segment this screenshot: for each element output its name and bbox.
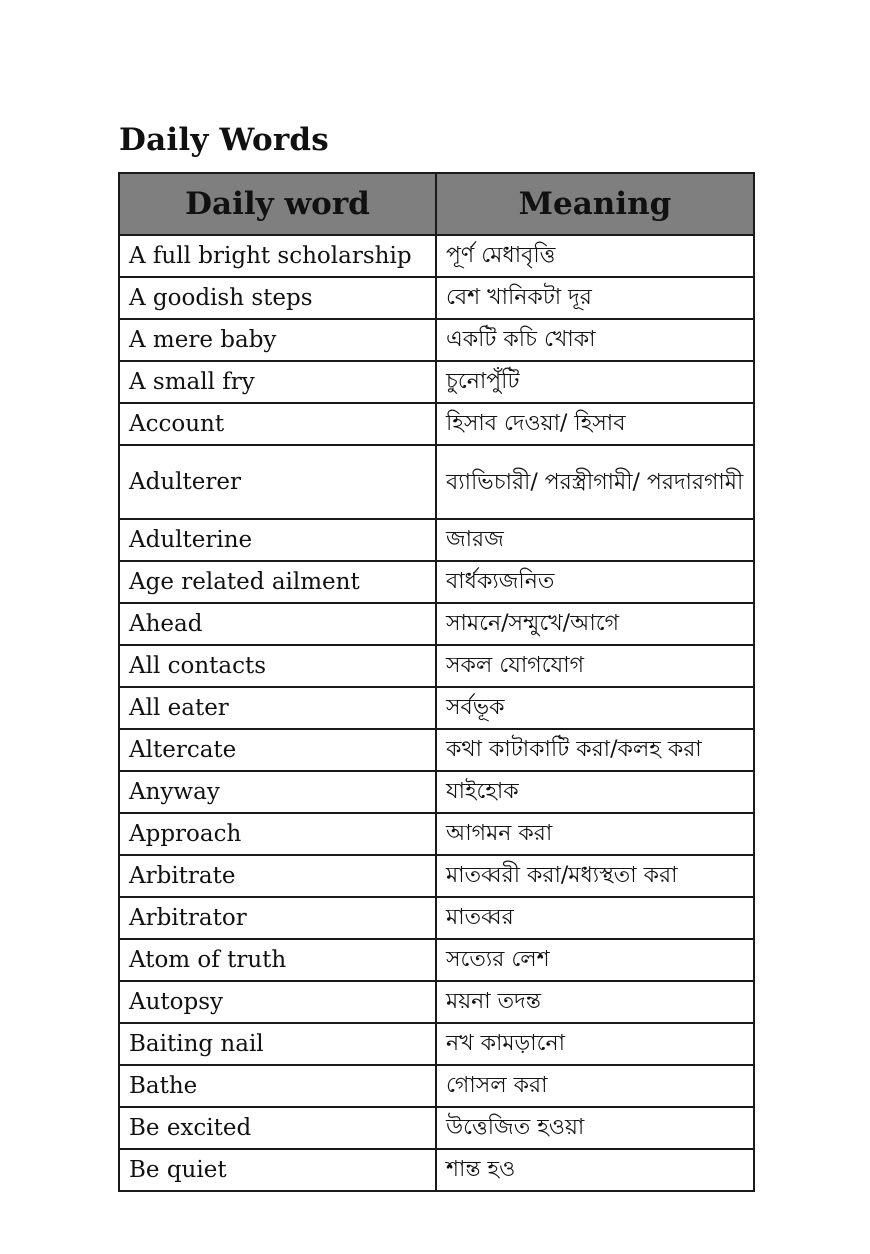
meaning-cell: একটি কচি খোকা <box>436 319 754 361</box>
table-row <box>119 645 754 687</box>
table-row <box>119 897 754 939</box>
word-cell: Arbitrator <box>119 897 436 939</box>
meaning-cell: সত্যের লেশ <box>436 939 754 981</box>
column-header-meaning: Meaning <box>436 173 754 235</box>
meaning-cell: সামনে/সম্মুখে/আগে <box>436 603 754 645</box>
table-row <box>119 277 754 319</box>
table-row <box>119 1149 754 1191</box>
word-cell: All contacts <box>119 645 436 687</box>
table-row <box>119 445 754 519</box>
daily-words-table <box>118 172 755 1192</box>
word-cell: A full bright scholarship <box>119 235 436 277</box>
meaning-cell: নখ কামড়ানো <box>436 1023 754 1065</box>
table-row <box>119 771 754 813</box>
meaning-cell: শান্ত হও <box>436 1149 754 1191</box>
meaning-cell: কথা কাটাকাটি করা/কলহ করা <box>436 729 754 771</box>
meaning-cell: জারজ <box>436 519 754 561</box>
meaning-cell: সকল যোগযোগ <box>436 645 754 687</box>
table-row <box>119 729 754 771</box>
word-cell: Bathe <box>119 1065 436 1107</box>
word-cell: A goodish steps <box>119 277 436 319</box>
table-row <box>119 603 754 645</box>
word-cell: Atom of truth <box>119 939 436 981</box>
word-cell: Age related ailment <box>119 561 436 603</box>
meaning-cell: চুনোপুঁটি <box>436 361 754 403</box>
table-row <box>119 403 754 445</box>
word-cell: Autopsy <box>119 981 436 1023</box>
table-row <box>119 687 754 729</box>
meaning-cell: ব্যাভিচারী/ পরস্ত্রীগামী/ পরদারগামী <box>436 445 754 519</box>
meaning-cell: বার্ধক্যজনিত <box>436 561 754 603</box>
meaning-cell: ময়না তদন্ত <box>436 981 754 1023</box>
word-cell: Adulterine <box>119 519 436 561</box>
word-cell: Approach <box>119 813 436 855</box>
meaning-cell: পূর্ণ মেধাবৃত্তি <box>436 235 754 277</box>
word-cell: All eater <box>119 687 436 729</box>
meaning-cell: হিসাব দেওয়া/ হিসাব <box>436 403 754 445</box>
table-row <box>119 1107 754 1149</box>
word-cell: A mere baby <box>119 319 436 361</box>
table-row <box>119 855 754 897</box>
table-header-row <box>119 173 754 235</box>
meaning-cell: বেশ খানিকটা দূর <box>436 277 754 319</box>
word-cell: Baiting nail <box>119 1023 436 1065</box>
word-cell: Ahead <box>119 603 436 645</box>
table-row <box>119 235 754 277</box>
word-cell: Be excited <box>119 1107 436 1149</box>
word-cell: A small fry <box>119 361 436 403</box>
word-cell: Arbitrate <box>119 855 436 897</box>
table-row <box>119 939 754 981</box>
page-title: Daily Words <box>119 122 329 158</box>
meaning-cell: গোসল করা <box>436 1065 754 1107</box>
meaning-cell: আগমন করা <box>436 813 754 855</box>
column-header-daily-word: Daily word <box>119 173 436 235</box>
table-row <box>119 1065 754 1107</box>
word-cell: Anyway <box>119 771 436 813</box>
table-row <box>119 981 754 1023</box>
meaning-cell: যাইহোক <box>436 771 754 813</box>
table-row <box>119 319 754 361</box>
meaning-cell: সর্বভূক <box>436 687 754 729</box>
table-row <box>119 519 754 561</box>
table-row <box>119 1023 754 1065</box>
table-row <box>119 361 754 403</box>
meaning-cell: মাতব্বরী করা/মধ্যস্থতা করা <box>436 855 754 897</box>
word-cell: Altercate <box>119 729 436 771</box>
word-cell: Account <box>119 403 436 445</box>
meaning-cell: মাতব্বর <box>436 897 754 939</box>
meaning-cell: উত্তেজিত হওয়া <box>436 1107 754 1149</box>
table-row <box>119 561 754 603</box>
word-cell: Be quiet <box>119 1149 436 1191</box>
word-cell: Adulterer <box>119 445 436 519</box>
table-row <box>119 813 754 855</box>
